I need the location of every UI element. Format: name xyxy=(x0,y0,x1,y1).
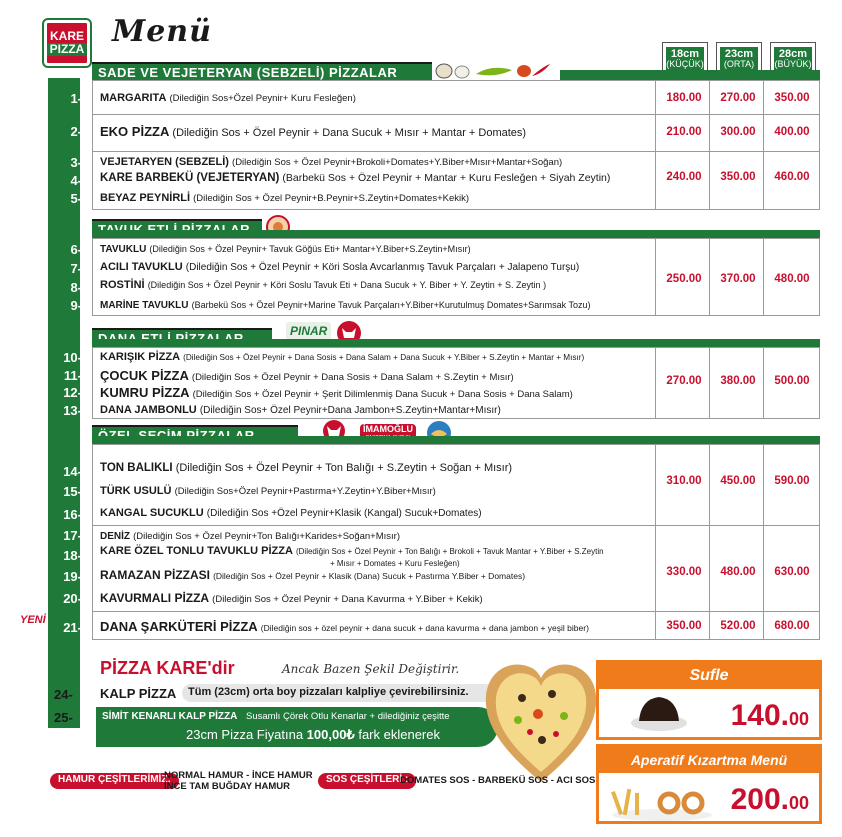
item-name: MARGARITA xyxy=(100,92,167,104)
menu-item xyxy=(100,485,436,497)
pizza-kare-subtitle: Ancak Bazen Şekil Değiştirir. xyxy=(282,662,460,676)
section-header-extension xyxy=(560,70,820,80)
menu-item xyxy=(100,279,546,291)
item-number: 3- xyxy=(70,155,82,170)
aperatif-title: Aperatif Kızartma Menü xyxy=(599,747,819,773)
menu-item xyxy=(100,261,579,273)
kalp-pizza-name: KALP PİZZA xyxy=(100,686,177,701)
pinar-brand: PINAR xyxy=(286,322,331,340)
item-desc: (Dilediğin Sos + Özel Peynir + Dana Sucuk + Mısır + Mantar + Domates) xyxy=(172,127,527,139)
menu-item xyxy=(100,385,573,400)
item-desc: (Dilediğin Sos + Özel Peynir + Dana Kavurma + Y.Biber + Kekik) xyxy=(212,594,483,605)
aperatif-panel xyxy=(596,744,822,824)
page-title: Menü xyxy=(112,14,212,49)
item-desc: (Dilediğin Sos+Özel Peynir+Pastırma+Y.Zeytin+Y.Biber+Mısır) xyxy=(174,486,436,497)
item-name: DANA JAMBONLU xyxy=(100,404,197,416)
price-small: 250.00 xyxy=(666,273,702,285)
menu-item xyxy=(100,192,469,204)
menu-item xyxy=(100,530,400,542)
item-desc: (Dilediğin sos + özel peynir + dana sucuk + dana kavurma + dana jambon + yeşil biber) xyxy=(260,623,589,633)
menu-item xyxy=(100,299,591,311)
column-divider xyxy=(709,445,710,639)
fries-image xyxy=(607,777,717,821)
section-title: SADE VE VEJETERYAN (SEBZELİ) PİZZALAR xyxy=(98,65,398,80)
item-number: 10- xyxy=(63,350,82,365)
kalp-pizza-desc: Tüm (23cm) orta boy pizzaları kalpliye çevirebilirsiniz. xyxy=(182,684,500,702)
price-small: 330.00 xyxy=(666,566,702,578)
item-number: 8- xyxy=(70,280,82,295)
sufle-price-dec: 00 xyxy=(788,709,809,729)
section-header-vegetarian xyxy=(92,62,432,80)
item-desc: (Dilediğin Sos + Özel Peynir+Brokoli+Domates+Y.Biber+Mısır+Mantar+Soğan) xyxy=(232,157,563,168)
price-medium: 370.00 xyxy=(720,273,756,285)
price-medium: 520.00 xyxy=(720,620,756,632)
price-medium: 300.00 xyxy=(720,126,756,138)
item-name: KUMRU PİZZA xyxy=(100,385,190,400)
price-large: 630.00 xyxy=(774,566,810,578)
item-number: 15- xyxy=(63,484,82,499)
simit-desc: Susamlı Çörek Otlu Kenarlar + dilediğiniz çeşitte xyxy=(246,711,450,722)
column-divider xyxy=(655,445,656,639)
menu-item xyxy=(100,545,604,557)
item-name: MARİNE TAVUKLU xyxy=(100,300,189,311)
aperatif-price-main: 200. xyxy=(730,783,789,816)
menu-item xyxy=(100,507,482,519)
item-number: 21- xyxy=(63,620,82,635)
item-desc: (Dilediğin Sos + Özel Peynir + Ton Balığı + Brokoli + Tavuk Mantar + Y.Biber + S.Zeytin xyxy=(295,547,604,556)
menu-item xyxy=(100,351,584,363)
column-divider xyxy=(763,81,764,209)
item-name: KARE BARBEKÜ (VEJETERYAN) xyxy=(100,172,280,184)
item-desc: (Barbekü Sos + Özel Peynir + Mantar + Kuru Fesleğen + Siyah Zeytin) xyxy=(282,172,611,184)
row-divider xyxy=(93,114,819,115)
item-name: RAMAZAN PİZZASI xyxy=(100,568,210,582)
price-small: 180.00 xyxy=(666,92,702,104)
item-desc: (Dilediğin Sos + Özel Peynir + Köri Sosla Avcarlanmış Tavuk Parçaları + Jalapeno Turşu) xyxy=(185,262,580,273)
price-small: 270.00 xyxy=(666,375,702,387)
price-small: 310.00 xyxy=(666,475,702,487)
sauce-types: DOMATES SOS - BARBEKÜ SOS - ACI SOS xyxy=(400,775,596,786)
item-number: 14- xyxy=(63,464,82,479)
column-divider xyxy=(709,239,710,315)
sufle-image xyxy=(629,693,689,733)
item-number: 11- xyxy=(63,368,82,383)
item-name: BEYAZ PEYNİRLİ xyxy=(100,192,191,204)
price-large: 400.00 xyxy=(774,126,810,138)
column-divider xyxy=(763,445,764,639)
menu-item xyxy=(100,462,512,474)
price-medium: 450.00 xyxy=(720,475,756,487)
logo-line1: KARE xyxy=(49,29,84,43)
price-large: 480.00 xyxy=(774,273,810,285)
item-name: KARE ÖZEL TONLU TAVUKLU PİZZA xyxy=(100,545,293,557)
simit-kalp-banner xyxy=(96,707,498,747)
item-name: TON BALIKLI xyxy=(100,462,173,474)
price-medium: 270.00 xyxy=(720,92,756,104)
menu-item xyxy=(100,156,562,168)
item-name: ACILI TAVUKLU xyxy=(100,261,183,273)
size-label: (BÜYÜK) xyxy=(774,59,812,69)
simit-price-line xyxy=(186,727,440,743)
price-small: 350.00 xyxy=(666,620,702,632)
item-desc: (Dilediğin Sos + Özel Peynir + Şerit Dilimlenmiş Dana Sucuk + Dana Sosis + Dana Salam) xyxy=(192,389,573,400)
item-name: DENİZ xyxy=(100,531,130,542)
sauce-types-label: SOS ÇEŞİTLERİ : xyxy=(318,773,416,789)
sufle-panel xyxy=(596,660,822,740)
section-band xyxy=(92,436,820,444)
column-divider xyxy=(655,81,656,209)
item-name: KAVURMALI PİZZA xyxy=(100,591,210,605)
item-name: ROSTİNİ xyxy=(100,279,145,291)
item-name: KANGAL SUCUKLU xyxy=(100,507,204,519)
menu-item xyxy=(100,591,483,605)
item-number: 6- xyxy=(70,242,82,257)
simit-line-post: fark eklenerek xyxy=(358,727,440,742)
menu-item xyxy=(100,124,526,139)
column-divider xyxy=(655,239,656,315)
item-number: 5- xyxy=(70,191,82,206)
simit-line-pre: 23cm Pizza Fiyatına xyxy=(186,727,304,742)
price-small: 240.00 xyxy=(666,171,702,183)
item-number: 13- xyxy=(63,403,82,418)
item-desc: (Dilediğin Sos + Özel Peynir + Dana Sosis + Dana Salam + Dana Sucuk + Y.Biber + S.Zeytin + Mantar + Mısır) xyxy=(183,353,585,362)
item-number: 9- xyxy=(70,298,82,313)
sufle-price xyxy=(731,699,809,733)
simit-amount: 100,00₺ xyxy=(306,727,355,742)
size-label: (KÜÇÜK) xyxy=(666,59,704,69)
menu-item xyxy=(100,172,610,184)
dough-types-label: HAMUR ÇEŞİTLERİMİZ: xyxy=(50,773,179,789)
size-value: 23cm xyxy=(724,48,754,60)
item-desc: (Dilediğin Sos +Özel Peynir+Klasik (Kangal) Sucuk+Domates) xyxy=(206,508,482,519)
menu-item xyxy=(100,243,471,255)
item-name: EKO PİZZA xyxy=(100,124,170,139)
item-number: 4- xyxy=(70,173,82,188)
menu-item xyxy=(100,368,514,383)
sufle-price-main: 140. xyxy=(730,699,789,732)
price-medium: 350.00 xyxy=(720,171,756,183)
row-divider xyxy=(93,525,819,526)
item-number: 1- xyxy=(70,91,82,106)
price-small: 210.00 xyxy=(666,126,702,138)
column-divider xyxy=(763,239,764,315)
brand-name: İMAMOĞLU xyxy=(363,424,413,434)
price-large: 590.00 xyxy=(774,475,810,487)
size-value: 28cm xyxy=(778,48,808,60)
menu-item xyxy=(100,568,525,582)
menu-item xyxy=(100,404,501,416)
item-desc: (Dilediğin Sos + Özel Peynir+B.Peynir+S.Zeytin+Domates+Kekik) xyxy=(193,193,470,204)
item-name: VEJETARYEN (SEBZELİ) xyxy=(100,156,229,168)
kare-pizza-logo xyxy=(44,20,90,66)
item-number: 16- xyxy=(63,507,82,522)
price-medium: 380.00 xyxy=(720,375,756,387)
row-divider xyxy=(93,151,819,152)
item-number: 7- xyxy=(70,261,82,276)
item-desc: (Dilediğin Sos + Özel Peynir + Klasik (Dana) Sucuk + Pastırma Y.Biber + Domates) xyxy=(213,571,526,581)
logo-line2: PIZZA xyxy=(47,43,88,56)
item-name: TÜRK USULÜ xyxy=(100,485,172,497)
item-number: 25- xyxy=(54,710,73,725)
item-desc: (Barbekü Sos + Özel Peynir+Marine Tavuk Parçaları+Y.Biber+Kurutulmuş Domates+Sarımsak Tozu) xyxy=(191,300,591,310)
pizza-kare-title: PİZZA KARE'dir xyxy=(100,658,235,678)
item-number: 19- xyxy=(63,569,82,584)
dough-types-line2: İNCE TAM BUĞDAY HAMUR xyxy=(164,781,290,792)
column-divider xyxy=(763,348,764,418)
item-name: KARIŞIK PİZZA xyxy=(100,351,181,363)
aperatif-price xyxy=(731,783,809,817)
menu-item xyxy=(100,619,589,634)
size-label: (ORTA) xyxy=(723,59,755,69)
item-desc: (Dilediğin Sos + Özel Peynir + Dana Sosis + Dana Salam + S.Zeytin + Mısır) xyxy=(191,372,514,383)
item-number: 20- xyxy=(63,591,82,606)
price-large: 500.00 xyxy=(774,375,810,387)
item-desc: + Mısır + Domates + Kuru Fesleğen) xyxy=(330,559,460,568)
price-large: 350.00 xyxy=(774,92,810,104)
item-number: 24- xyxy=(54,687,73,702)
item-name: TAVUKLU xyxy=(100,244,147,255)
item-desc: (Dilediğin Sos + Özel Peynir + Ton Balığı + S.Zeytin + Soğan + Mısır) xyxy=(175,462,513,474)
aperatif-price-dec: 00 xyxy=(788,793,809,813)
price-large: 680.00 xyxy=(774,620,810,632)
new-badge: YENİ xyxy=(20,614,46,626)
item-desc: (Dilediğin Sos + Özel Peynir + Köri Soslu Tavuk Eti + Dana Sucuk + Y. Biber + Y. Zeytin + S. Zeytin ) xyxy=(147,280,547,290)
item-number: 12- xyxy=(63,385,82,400)
section-band xyxy=(92,339,820,347)
size-value: 18cm xyxy=(670,48,700,60)
section-band xyxy=(92,230,820,238)
column-divider xyxy=(709,348,710,418)
row-divider xyxy=(93,611,819,612)
dough-types-line1: NORMAL HAMUR - İNCE HAMUR xyxy=(164,770,313,781)
item-number: 18- xyxy=(63,548,82,563)
column-divider xyxy=(655,348,656,418)
item-name: ÇOCUK PİZZA xyxy=(100,368,189,383)
item-number: 17- xyxy=(63,528,82,543)
price-medium: 480.00 xyxy=(720,566,756,578)
price-large: 460.00 xyxy=(774,171,810,183)
column-divider xyxy=(709,81,710,209)
vegetables-image xyxy=(432,62,552,80)
item-desc: (Dilediğin Sos + Özel Peynir+ Tavuk Göğüs Eti+ Mantar+Y.Biber+S.Zeytin+Mısır) xyxy=(149,244,471,254)
item-desc: (Dilediğin Sos+ Özel Peynir+Dana Jambon+S.Zeytin+Mantar+Mısır) xyxy=(199,405,501,416)
item-desc: (Dilediğin Sos + Özel Peynir+Ton Balığı+Karides+Soğan+Mısır) xyxy=(133,531,400,542)
item-number: 2- xyxy=(70,124,82,139)
heart-pizza-image xyxy=(482,654,600,786)
menu-item xyxy=(100,92,356,104)
sufle-title: Sufle xyxy=(599,663,819,689)
simit-name: SİMİT KENARLI KALP PİZZA xyxy=(102,711,238,722)
item-name: DANA ŞARKÜTERİ PİZZA xyxy=(100,619,258,634)
item-desc: (Dilediğin Sos+Özel Peynir+ Kuru Fesleğen) xyxy=(169,93,356,104)
